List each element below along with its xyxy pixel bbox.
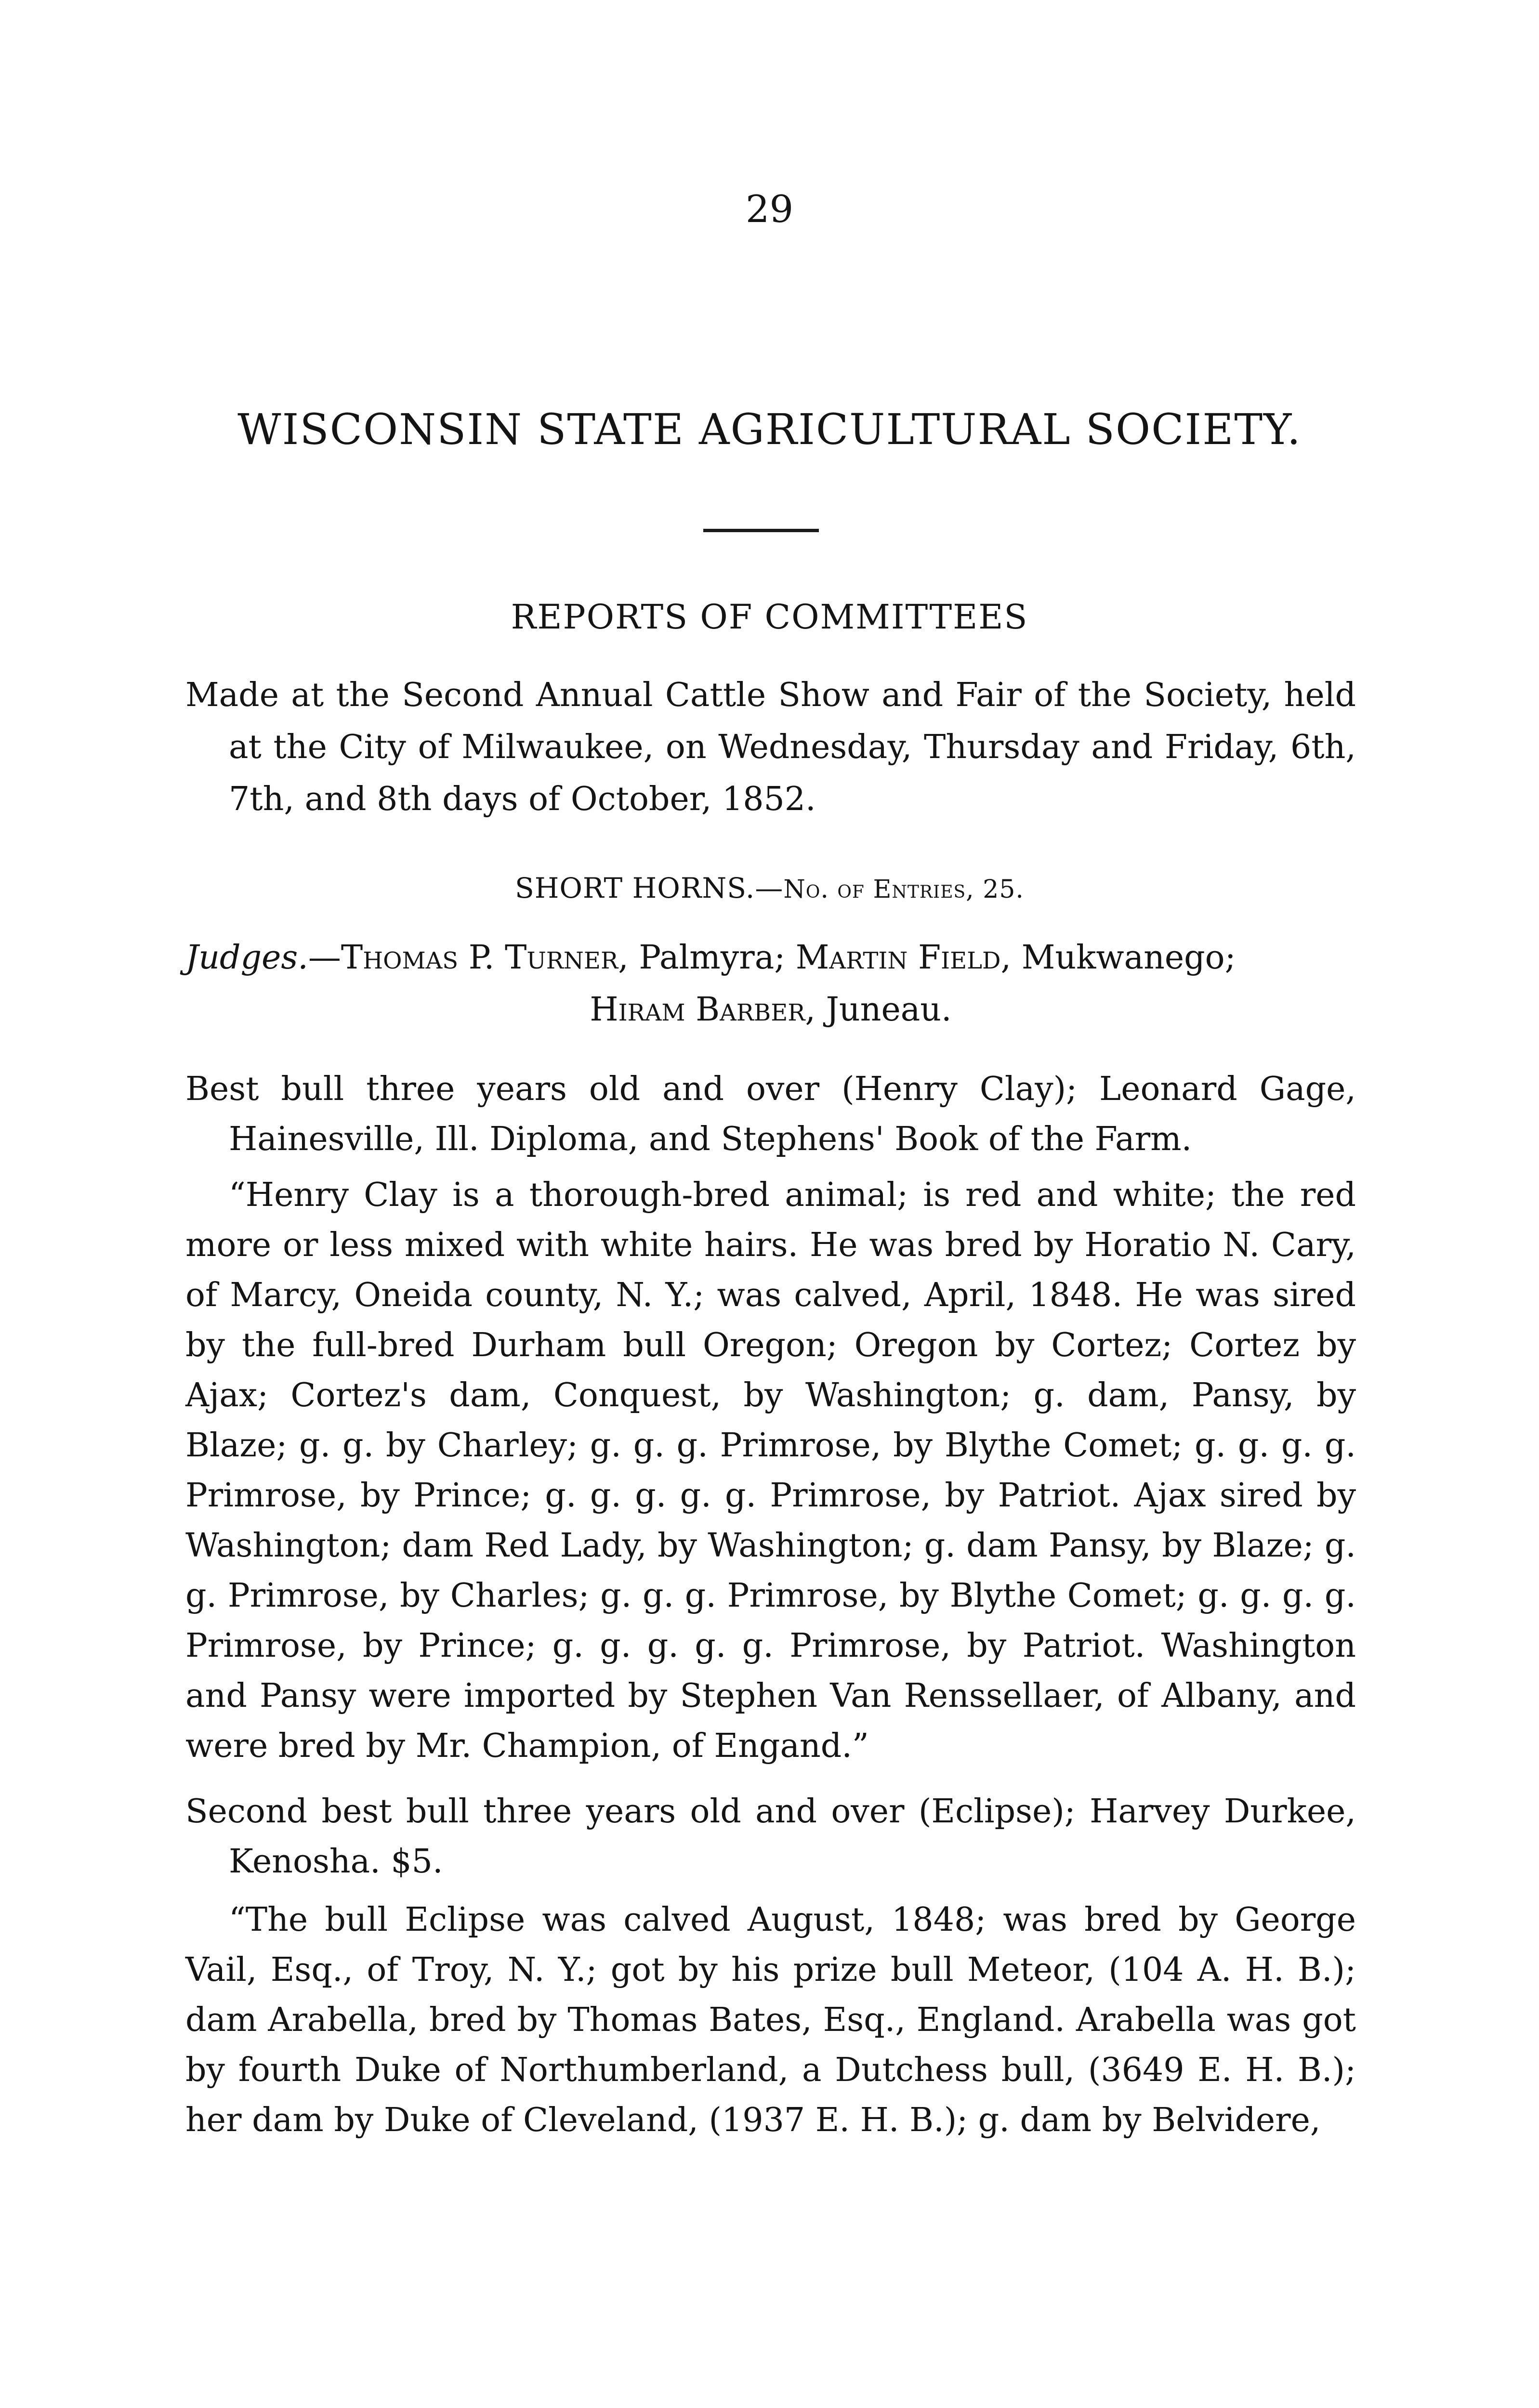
judge-3-name: Hiram Barber, <box>590 991 816 1029</box>
title-rule-divider <box>703 529 819 532</box>
society-title: WISCONSIN STATE AGRICULTURAL SOCIETY. <box>237 405 1302 454</box>
judges-line-2 <box>185 984 1356 1036</box>
reports-title: REPORTS OF COMMITTEES <box>511 597 1028 637</box>
description-paragraph-1: “Henry Clay is a thorough-bred animal; is red and white; the red more or less mixed with white hairs. He was bred by Horatio N. Cary, of Marcy, Oneida county, N. Y.; was calved, April, 1848. He was sired by the full-bred Durham bull Oregon; Oregon by Cortez; Cortez by Ajax; Cortez's dam, Conquest, by Washington; g. dam, Pansy, by Blaze; g. g. by Charley; g. g. g. Primrose, by Blythe Comet; g. g. g. g. Primrose, by Prince; g. g. g. g. g. Primrose, by Patriot. Ajax sired by Washington; dam Red Lady, by Washington; g. dam Pansy, by Blaze; g. g. Primrose, by Charles; g. g. g. Primrose, by Blythe Comet; g. g. g. g. Primrose, by Prince; g. g. g. g. g. Primrose, by Patriot. Washington and Pansy were imported by Stephen Van Renssellaer, of Albany, and were bred by Mr. Champion, of Engand.” <box>185 1176 1356 1765</box>
award-paragraph-1: Best bull three years old and over (Henry Clay); Leonard Gage, Hainesville, Ill. Diploma, and Stephens' Book of the Farm. <box>185 1070 1356 1158</box>
judges-paragraph <box>185 932 1356 1036</box>
section-heading-entries: No. of Entries, 25. <box>783 875 1024 904</box>
judge-2-name: Martin Field, <box>795 939 1012 977</box>
judge-3-place: Juneau. <box>816 991 952 1029</box>
judge-2-place: Mukwanego; <box>1011 939 1236 977</box>
section-heading <box>0 872 1539 904</box>
judge-1-place: Palmyra; <box>628 939 796 977</box>
judges-label: Judges. <box>185 939 308 977</box>
judge-1-name: Thomas P. Turner, <box>341 939 629 977</box>
description-paragraph-2: “The bull Eclipse was calved August, 1848; was bred by George Vail, Esq., of Troy, N. Y.; got by his prize bull Meteor, (104 A. H. B.); dam Arabella, bred by Thomas Bates, Esq., England. Arabella was got by fourth Duke of Northumberland, a Dutchess bull, (3649 E. H. B.); her dam by Duke of Cleveland, (1937 E. H. B.); g. dam by Belvidere, <box>185 1901 1356 2139</box>
award-paragraph-2: Second best bull three years old and over (Eclipse); Harvey Durkee, Kenosha. $5. <box>185 1793 1356 1881</box>
section-heading-main: SHORT HORNS.— <box>515 872 784 904</box>
judges-dash: — <box>308 939 341 977</box>
page-number: 29 <box>745 188 794 231</box>
intro-paragraph: Made at the Second Annual Cattle Show and Fair of the Society, held at the City of Milwaukee, on Wednesday, Thursday and Friday, 6th, 7th, and 8th days of October, 1852. <box>185 676 1356 818</box>
